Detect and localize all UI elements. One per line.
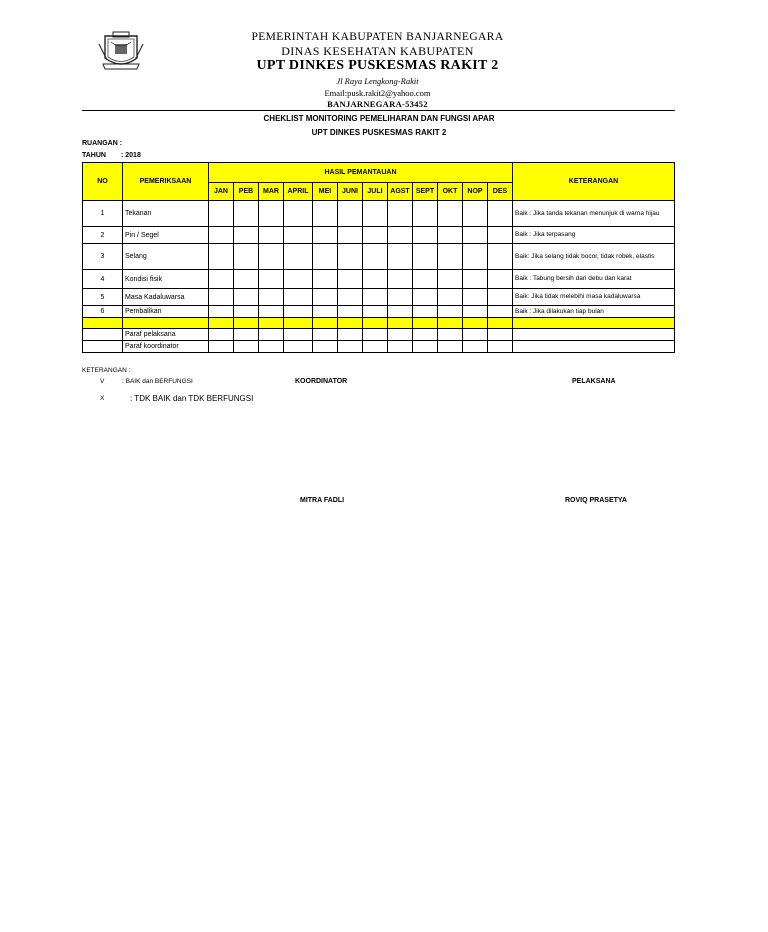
cell-des[interactable]: [488, 289, 513, 306]
cell-juni[interactable]: [338, 227, 363, 244]
header-government: PEMERINTAH KABUPATEN BANJARNEGARA: [251, 31, 504, 43]
cell-agst[interactable]: [388, 289, 413, 306]
cell-nop[interactable]: [463, 306, 488, 318]
pelaksana-label: PELAKSANA: [572, 378, 616, 385]
row-no: 4: [83, 270, 123, 289]
cell-nop[interactable]: [463, 329, 488, 341]
cell-mar[interactable]: [259, 227, 284, 244]
cell-juli[interactable]: [363, 244, 388, 270]
row-keterangan: Baik : Jika dilakukan tiap bulan: [513, 306, 675, 318]
legend-v-mark: V: [100, 378, 105, 385]
cell-peb[interactable]: [234, 306, 259, 318]
cell-jan[interactable]: [209, 289, 234, 306]
row-item: Pembalikan: [123, 306, 209, 318]
cell-peb[interactable]: [234, 244, 259, 270]
month-okt: OKT: [438, 183, 463, 201]
cell-okt[interactable]: [438, 227, 463, 244]
cell-mei[interactable]: [313, 270, 338, 289]
cell-des[interactable]: [488, 201, 513, 227]
month-mar: MAR: [259, 183, 284, 201]
cell-agst[interactable]: [388, 329, 413, 341]
legend-v-text: : BAIK dan BERFUNGSI: [122, 378, 193, 385]
cell-juni[interactable]: [338, 329, 363, 341]
table-row: [83, 244, 675, 270]
cell-okt[interactable]: [438, 329, 463, 341]
row-item: Kondisi fisik: [123, 270, 209, 289]
cell-nop[interactable]: [463, 270, 488, 289]
row-keterangan: Baik : Tabung bersih dari debu dan karat: [513, 270, 675, 289]
cell-jan[interactable]: [209, 329, 234, 341]
cell-des[interactable]: [488, 329, 513, 341]
table-row: [83, 270, 675, 289]
cell-des[interactable]: [488, 341, 513, 353]
cell-jan[interactable]: [209, 244, 234, 270]
row-no: 5: [83, 289, 123, 306]
cell-peb[interactable]: [234, 289, 259, 306]
cell-mei[interactable]: [313, 341, 338, 353]
cell-peb[interactable]: [234, 201, 259, 227]
cell-april[interactable]: [284, 306, 313, 318]
koordinator-name: MITRA FADLI: [300, 497, 345, 504]
cell-okt[interactable]: [438, 270, 463, 289]
cell-april[interactable]: [284, 270, 313, 289]
month-mei: MEI: [313, 183, 338, 201]
cell-juni[interactable]: [338, 306, 363, 318]
cell-mar[interactable]: [259, 341, 284, 353]
cell-des[interactable]: [488, 306, 513, 318]
cell-juni[interactable]: [338, 341, 363, 353]
cell-april[interactable]: [284, 341, 313, 353]
cell-jan[interactable]: [209, 227, 234, 244]
cell-peb[interactable]: [234, 341, 259, 353]
cell-sept[interactable]: [413, 227, 438, 244]
cell-april[interactable]: [284, 329, 313, 341]
cell-sept[interactable]: [413, 306, 438, 318]
cell-peb[interactable]: [234, 270, 259, 289]
paraf-pelaksana-row: [83, 329, 675, 341]
header-unit: UPT DINKES PUSKESMAS RAKIT 2: [256, 58, 499, 73]
cell-mar[interactable]: [259, 244, 284, 270]
paraf-pelaksana-label: Paraf pelaksana: [123, 329, 209, 341]
cell-nop[interactable]: [463, 227, 488, 244]
cell-agst[interactable]: [388, 201, 413, 227]
cell-juli[interactable]: [363, 289, 388, 306]
cell-sept[interactable]: [413, 270, 438, 289]
cell-mei[interactable]: [313, 289, 338, 306]
row-keterangan: Baik: Jika tidak melebihi masa kadaluwarsa: [513, 289, 675, 306]
cell-nop[interactable]: [463, 289, 488, 306]
row-item: Selang: [123, 244, 209, 270]
cell-mar[interactable]: [259, 329, 284, 341]
cell-peb[interactable]: [234, 227, 259, 244]
table-row: [83, 289, 675, 306]
cell-april[interactable]: [284, 289, 313, 306]
row-no: 1: [83, 201, 123, 227]
cell-okt[interactable]: [438, 201, 463, 227]
legend-title: KETERANGAN :: [82, 367, 131, 374]
row-no: 2: [83, 227, 123, 244]
cell-nop[interactable]: [463, 201, 488, 227]
cell-juni[interactable]: [338, 244, 363, 270]
cell-april[interactable]: [284, 227, 313, 244]
cell-agst[interactable]: [388, 270, 413, 289]
cell-juli[interactable]: [363, 201, 388, 227]
header-email: Email:pusk.rakit2@yahoo.com: [324, 88, 431, 98]
header-divider: [82, 110, 675, 111]
cell-jan[interactable]: [209, 270, 234, 289]
header-keterangan: KETERANGAN: [513, 163, 675, 201]
cell-peb[interactable]: [234, 329, 259, 341]
cell-okt[interactable]: [438, 341, 463, 353]
row-item: Pin / Segel: [123, 227, 209, 244]
cell-agst[interactable]: [388, 341, 413, 353]
header-address: Jl Raya Lengkong-Rakit: [336, 76, 419, 86]
month-jan: JAN: [209, 183, 234, 201]
cell-des[interactable]: [488, 244, 513, 270]
row-keterangan: Baik : Jika terpasang: [513, 227, 675, 244]
cell-mei[interactable]: [313, 244, 338, 270]
cell-agst[interactable]: [388, 227, 413, 244]
cell-juli[interactable]: [363, 306, 388, 318]
cell-jan[interactable]: [209, 341, 234, 353]
month-peb: PEB: [234, 183, 259, 201]
row-keterangan: Baik: Jika selang tidak bocor, tidak robek, elastis: [513, 244, 675, 270]
table-row: [83, 306, 675, 318]
tahun-label: TAHUN: [82, 152, 106, 159]
cell-mar[interactable]: [259, 201, 284, 227]
cell-jan[interactable]: [209, 306, 234, 318]
cell-juni[interactable]: [338, 270, 363, 289]
header-pemeriksaan: PEMERIKSAAN: [123, 163, 209, 201]
ruangan-label: RUANGAN :: [82, 140, 123, 147]
cell-nop[interactable]: [463, 341, 488, 353]
cell-juni[interactable]: [338, 289, 363, 306]
table-row: [83, 227, 675, 244]
legend-x-text: : TDK BAIK dan TDK BERFUNGSI: [130, 394, 254, 403]
document-title: CHEKLIST MONITORING PEMELIHARAN DAN FUNGSI APAR: [263, 114, 495, 123]
row-no: 6: [83, 306, 123, 318]
cell-mar[interactable]: [259, 289, 284, 306]
row-item: Tekanan: [123, 201, 209, 227]
cell-juli[interactable]: [363, 341, 388, 353]
cell-juni[interactable]: [338, 201, 363, 227]
banjarnegara-emblem-logo: [97, 30, 145, 72]
cell-agst[interactable]: [388, 244, 413, 270]
cell-juli[interactable]: [363, 227, 388, 244]
cell-sept[interactable]: [413, 341, 438, 353]
legend-x-mark: X: [100, 395, 105, 402]
paraf-koordinator-label: Paraf koordinator: [123, 341, 209, 353]
month-nop: NOP: [463, 183, 488, 201]
cell-mar[interactable]: [259, 306, 284, 318]
cell-des[interactable]: [488, 227, 513, 244]
cell-nop[interactable]: [463, 244, 488, 270]
cell-sept[interactable]: [413, 289, 438, 306]
cell-sept[interactable]: [413, 244, 438, 270]
row-keterangan: Baik : Jika tanda tekanan menunjuk di warna hijau: [513, 201, 675, 227]
paraf-koordinator-row: [83, 341, 675, 353]
tahun-value: : 2018: [121, 152, 141, 159]
cell-okt[interactable]: [438, 289, 463, 306]
cell-mei[interactable]: [313, 306, 338, 318]
cell-agst[interactable]: [388, 306, 413, 318]
pelaksana-name: ROVIQ PRASETYA: [565, 497, 627, 504]
cell-mei[interactable]: [313, 201, 338, 227]
document-subtitle: UPT DINKES PUSKESMAS RAKIT 2: [311, 128, 447, 137]
cell-sept[interactable]: [413, 329, 438, 341]
cell-des[interactable]: [488, 270, 513, 289]
header-agency: DINAS KESEHATAN KABUPATEN: [281, 44, 474, 58]
month-agst: AGST: [388, 183, 413, 201]
row-item: Masa Kadaluwarsa: [123, 289, 209, 306]
row-no: 3: [83, 244, 123, 270]
cell-april[interactable]: [284, 244, 313, 270]
header-city: BANJARNEGARA-53452: [327, 99, 428, 109]
header-hasil-pemantauan: HASIL PEMANTAUAN: [209, 163, 513, 183]
checklist-table: [82, 162, 675, 353]
highlight-separator-row: [83, 318, 675, 329]
cell-juli[interactable]: [363, 329, 388, 341]
cell-mei[interactable]: [313, 329, 338, 341]
cell-okt[interactable]: [438, 306, 463, 318]
month-juni: JUNI: [338, 183, 363, 201]
cell-mar[interactable]: [259, 270, 284, 289]
header-no: NO: [83, 163, 123, 201]
table-row: [83, 201, 675, 227]
cell-april[interactable]: [284, 201, 313, 227]
month-april: APRIL: [284, 183, 313, 201]
cell-okt[interactable]: [438, 244, 463, 270]
cell-sept[interactable]: [413, 201, 438, 227]
cell-mei[interactable]: [313, 227, 338, 244]
koordinator-label: KOORDINATOR: [295, 378, 348, 385]
month-des: DES: [488, 183, 513, 201]
cell-jan[interactable]: [209, 201, 234, 227]
cell-juli[interactable]: [363, 270, 388, 289]
month-sept: SEPT: [413, 183, 438, 201]
month-juli: JULI: [363, 183, 388, 201]
